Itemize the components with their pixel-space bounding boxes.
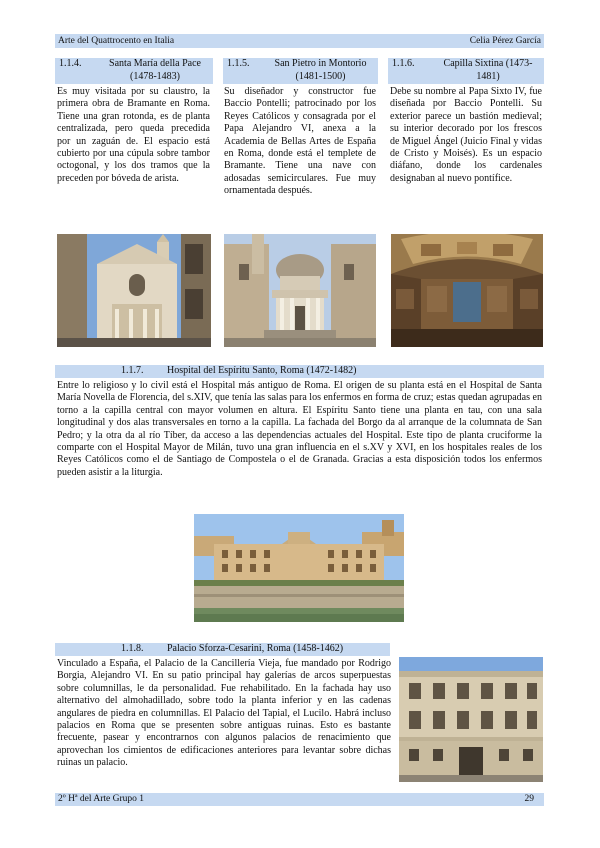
header-left: Arte del Quattrocento en Italia	[58, 36, 175, 46]
san-pietro-in-montorio-photo	[224, 234, 376, 347]
section-title: Santa María della Pace (1478-1483)	[109, 58, 201, 82]
capilla-sixtina-photo	[391, 234, 543, 347]
palacio-sforza-cesarini-photo	[399, 657, 543, 782]
section-heading-1-1-6	[388, 58, 544, 84]
section-title: San Pietro in Montorio (1481-1500)	[274, 58, 367, 82]
section-heading-1-1-4	[55, 58, 213, 84]
paragraph-1-1-7: Entre lo religioso y lo civil está el Hospital más antiguo de Roma. El origen de su planta está en el Hospital de Santa María Novella de Florencia, del s.XIV, que tenía las salas para los enfermos en forma de cruz; estas quedan agrupadas en torno a la capilla central con mayor volumen en altura. El Espíritu Santo tiene una planta en tau, con una sala longitudinal y dos alas transversales en torno a la capilla. La fachada del Borgo da al arranque de la columnata de San Pedro; y la otra da al río Tíber, da acceso a las dependencias actuales del Hospital. Este tipo de planta cruciforme la comparte con el Hospital Mayor de Milán, tuvo una gran influencia en el s.XV y XVI, en los hospitales reales de los Reyes Católicos como el de Santiago de Compostela o el de Granada. Gracias a esta disposición todos los enfermos pueden asistir a la liturgia.	[57, 380, 542, 478]
section-heading-1-1-7	[55, 365, 544, 378]
paragraph-1-1-8: Vinculado a España, el Palacio de la Cancillería Vieja, fue mandado por Rodrigo Borgia, Alejandro VI. En su patio principal hay galerías de arcos superpuestas sobre columnillas, le da personalidad. Fue rehabilitado. En la fachada hay uso alternativo del almohadillado, sobre todo la planta inferior y en las cadenas angulares de piedra en columnillas. El Palacio del Tapial, el Lucilo. Habrá incluso palacios en Roma que se presenten sobre antiguas ruinas. Esto es bastante frecuente, pasear y encontrarnos con algunos palacios de renacimiento que aprovechan los cimientos de edificaciones anteriores para levantar sobre dichas ruinas un palacio.	[57, 658, 391, 769]
footer-left: 2º Hª del Arte Grupo 1	[58, 794, 145, 804]
paragraph-1-1-6: Debe su nombre al Papa Sixto IV, fue diseñada por Baccio Pontelli. Su exterior parece un bastión medieval; su interior decorado por los frescos de Miguel Ángel (Juicio Final y vidas de Cristo y Moisés). Es un espacio diáfano, donde los cardenales designaban al nuevo pontífice.	[390, 86, 542, 184]
section-number: 1.1.7.	[121, 365, 144, 376]
section-title: Capilla Sixtina (1473-1481)	[443, 58, 533, 82]
section-title: Hospital del Espíritu Santo, Roma (1472-1482)	[167, 365, 357, 376]
hospital-espiritu-santo-photo	[194, 514, 404, 622]
header-right: Celia Pérez García	[469, 36, 541, 46]
section-number: 1.1.8.	[121, 643, 144, 654]
page-footer	[55, 793, 544, 806]
section-heading-1-1-8	[55, 643, 390, 656]
santa-maria-della-pace-photo	[57, 234, 211, 347]
section-heading-1-1-5	[223, 58, 378, 84]
section-number: 1.1.4.	[59, 58, 82, 69]
section-number: 1.1.5.	[227, 58, 250, 69]
page-header	[55, 34, 544, 48]
section-number: 1.1.6.	[392, 58, 415, 69]
page-number: 29	[524, 794, 534, 804]
section-title: Palacio Sforza-Cesarini, Roma (1458-1462)	[167, 643, 344, 654]
paragraph-1-1-5: Su diseñador y constructor fue Baccio Pontelli; patrocinado por los Reyes Católicos y consagrada por el Papa Alejandro VI, anexa a la Academia de Bellas Artes de España en Roma, donde está el templete de Bramante. Tiene una nave con adosadas semicirculares. Fue muy ornamentada después.	[224, 86, 376, 197]
paragraph-1-1-4: Es muy visitada por su claustro, la primera obra de Bramante en Roma. Tiene una gran rotonda, es de planta centralizada, pero queda precedida por un zaguán de. El espacio está cubierto por una cúpula sobre tambor octogonal, y los dos tramos que la preceden por bóveda de arista.	[57, 86, 210, 184]
